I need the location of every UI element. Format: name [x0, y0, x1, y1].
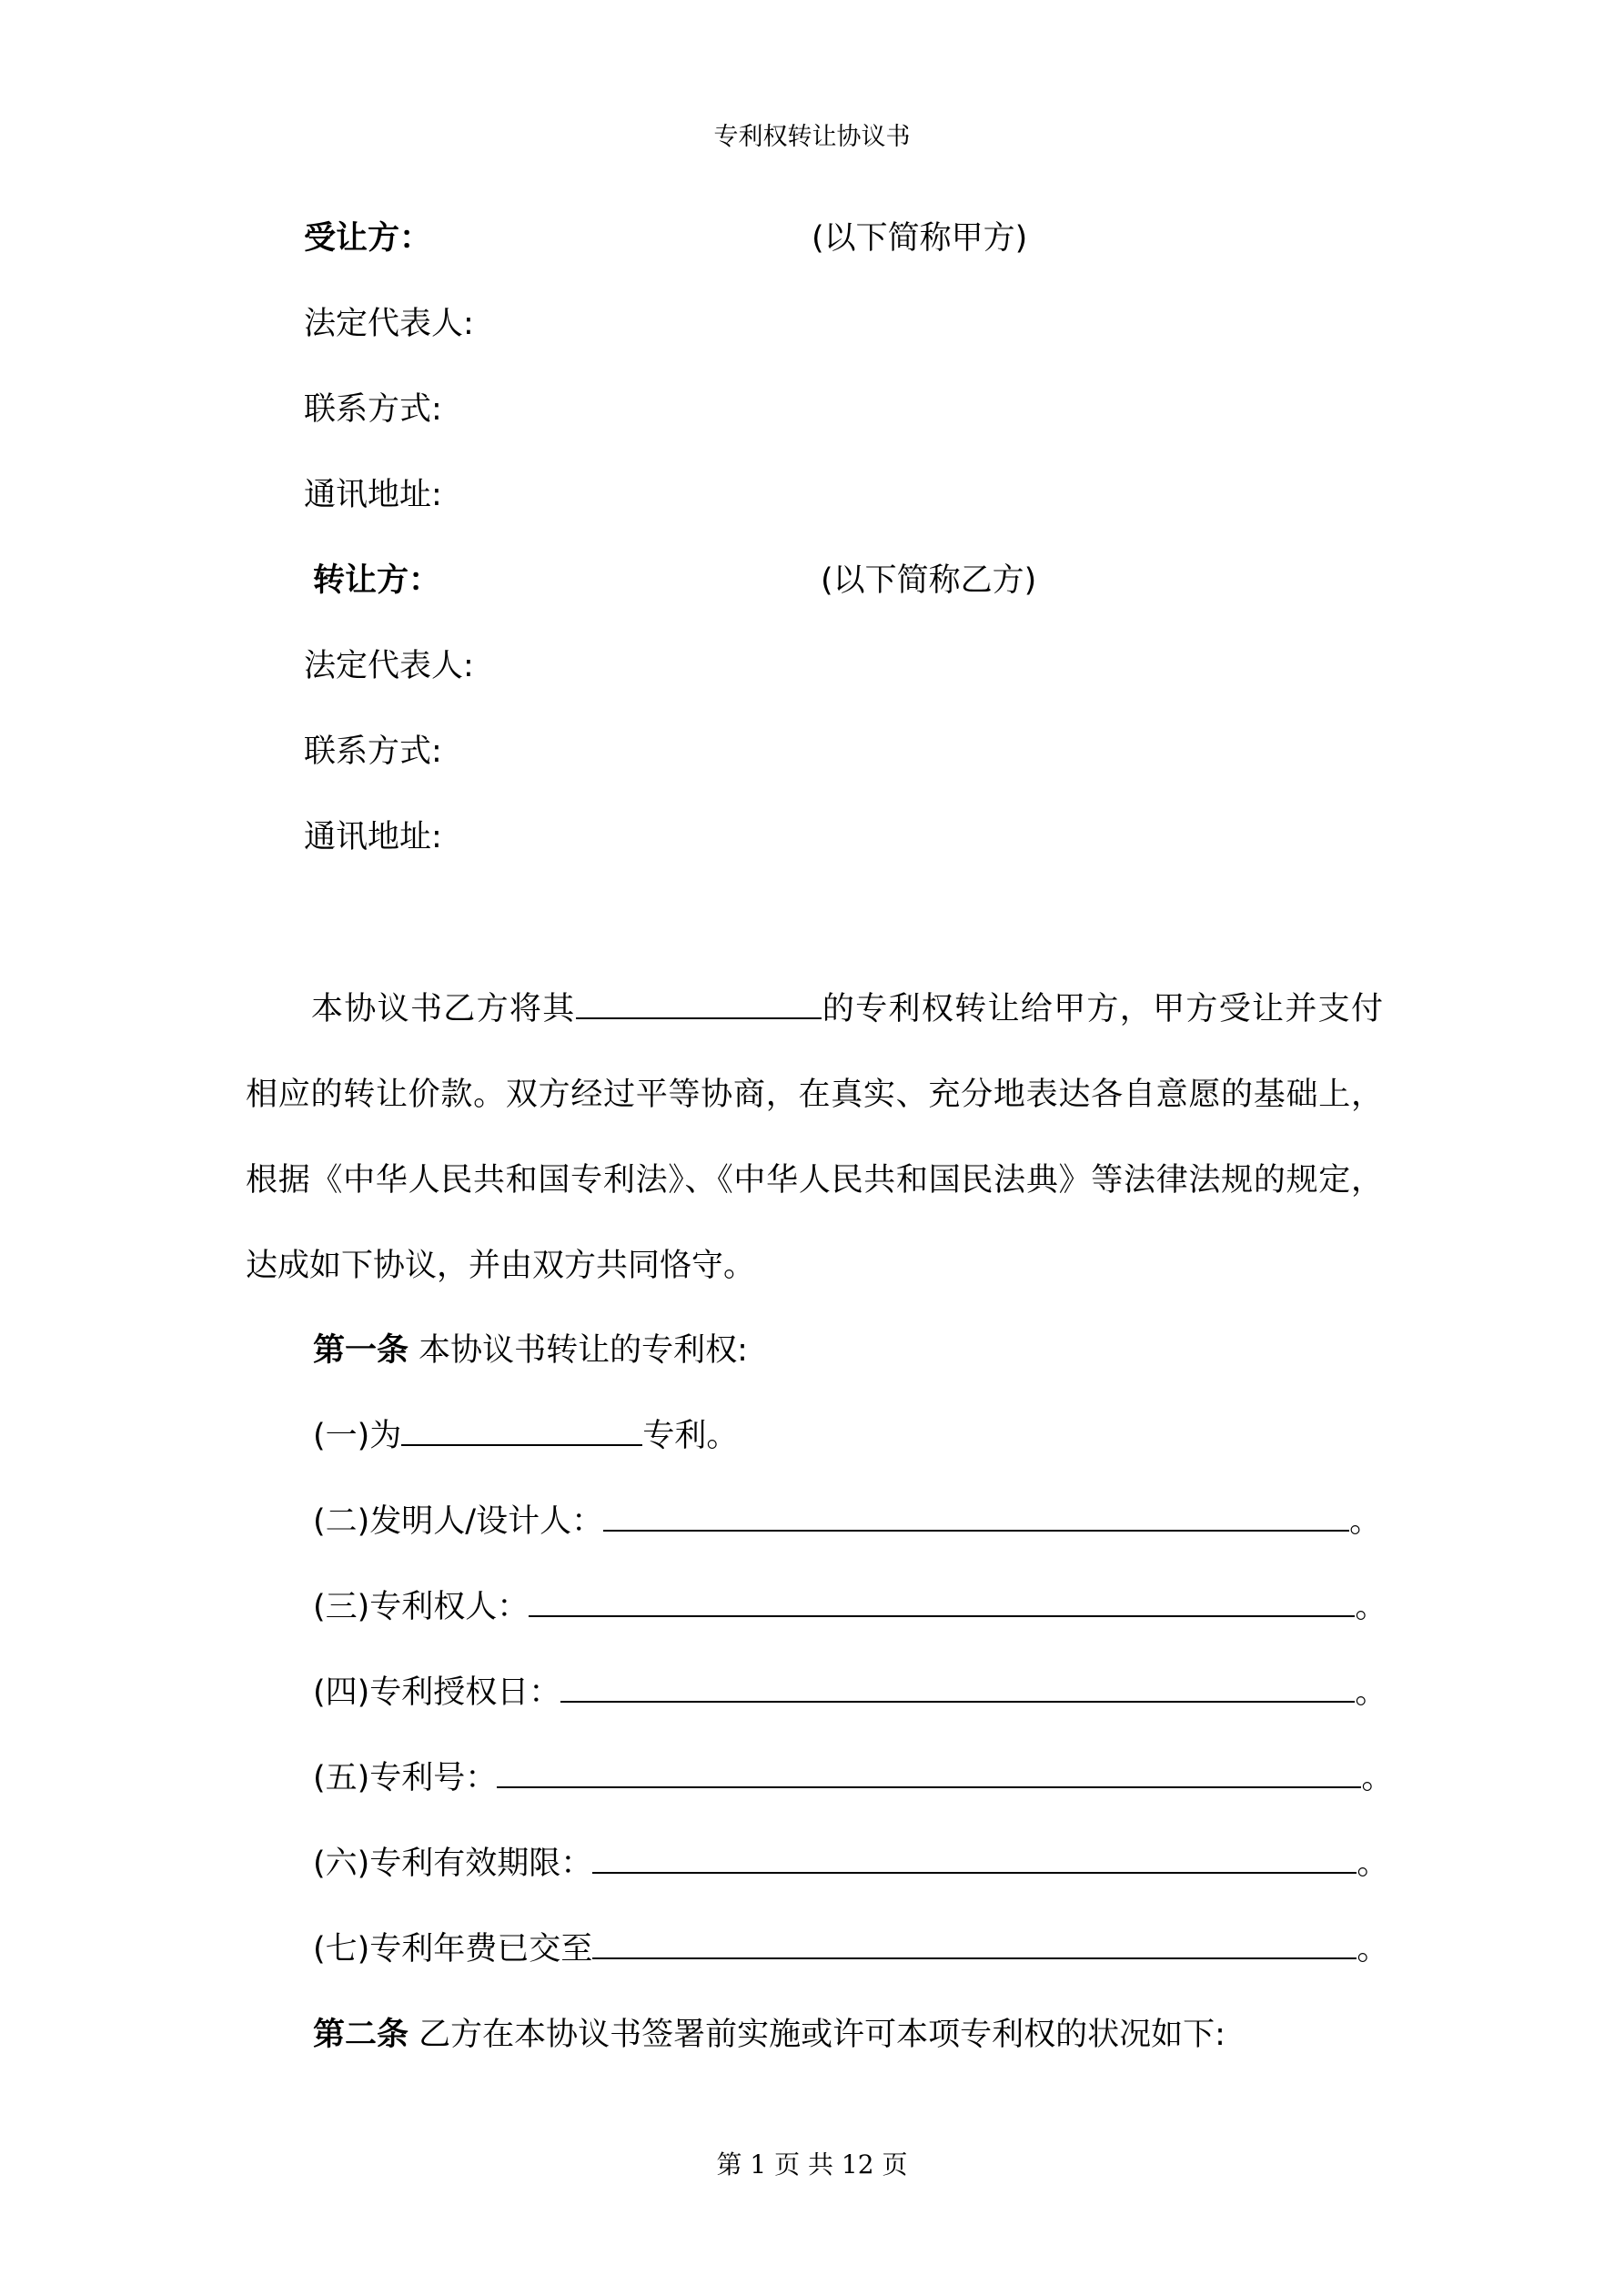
article-1-item-1 — [313, 1414, 738, 1458]
item-2-prefix: (二)发明人/设计人： — [313, 1503, 604, 1540]
article-1-label: 第一条 — [313, 1332, 409, 1369]
item-7-suffix: 。 — [1357, 1931, 1389, 1967]
page-footer: 第 1 页 共 12 页 — [716, 2149, 908, 2180]
patent-name-blank[interactable] — [576, 990, 822, 1019]
patent-type-blank[interactable] — [401, 1417, 642, 1446]
party-b-address-label: 通讯地址: — [304, 819, 442, 855]
item-4-suffix: 。 — [1355, 1674, 1387, 1711]
party-b-alias: (以下简称乙方) — [821, 562, 1037, 599]
article-1-text: 本协议书转让的专利权: — [419, 1332, 748, 1369]
item-6-suffix: 。 — [1357, 1846, 1389, 1882]
article-1-item-3 — [313, 1585, 1387, 1629]
grant-date-blank[interactable] — [560, 1674, 1355, 1703]
item-1-prefix: (一)为 — [313, 1418, 402, 1454]
annual-fee-blank[interactable] — [592, 1930, 1357, 1959]
page-header-title: 专利权转让协议书 — [713, 123, 911, 151]
party-b-role-label: 转让方： — [313, 562, 441, 599]
preamble-text-rest: 的专利权转让给甲方，甲方受让并支付相应的转让价款。双方经过平等协商，在真实、充分地表达各自意愿的基础上，根据《中华人民共和国专利法》、《中华人民共和国民法典》等法律法规的规定，达成如下协议，并由双方共同恪守。 — [246, 991, 1383, 1284]
item-4-prefix: (四)专利授权日： — [313, 1674, 561, 1711]
party-a-alias: (以下简称甲方) — [812, 220, 1028, 257]
inventor-blank[interactable] — [603, 1502, 1349, 1532]
article-1-item-4 — [313, 1671, 1387, 1714]
article-2-text: 乙方在本协议书签署前实施或许可本项专利权的状况如下: — [419, 2017, 1226, 2053]
party-b-contact-label: 联系方式: — [304, 733, 442, 770]
article-1-heading — [313, 1329, 748, 1372]
article-1-item-2 — [313, 1500, 1381, 1543]
item-3-suffix: 。 — [1355, 1589, 1387, 1625]
party-b-representative-label: 法定代表人: — [304, 648, 474, 684]
item-7-prefix: (七)专利年费已交至 — [313, 1931, 593, 1967]
party-a-role-label: 受让方： — [304, 220, 432, 257]
item-5-prefix: (五)专利号： — [313, 1760, 498, 1796]
preamble-paragraph — [246, 966, 1383, 1309]
party-a-representative-label: 法定代表人: — [304, 306, 474, 342]
article-1-item-5 — [313, 1756, 1393, 1800]
article-2-label: 第二条 — [313, 2017, 409, 2053]
item-6-prefix: (六)专利有效期限： — [313, 1846, 593, 1882]
patent-number-blank[interactable] — [497, 1759, 1361, 1788]
validity-period-blank[interactable] — [592, 1845, 1357, 1874]
article-2-heading — [313, 2013, 1226, 2057]
item-1-suffix: 专利。 — [642, 1418, 739, 1454]
article-1-item-7 — [313, 1927, 1388, 1971]
article-1-item-6 — [313, 1842, 1388, 1886]
item-2-suffix: 。 — [1349, 1503, 1382, 1540]
preamble-text-start: 本协议书乙方将其 — [311, 991, 576, 1027]
item-3-prefix: (三)专利权人： — [313, 1589, 530, 1625]
party-a-contact-label: 联系方式: — [304, 391, 442, 428]
patentee-blank[interactable] — [529, 1588, 1355, 1617]
item-5-suffix: 。 — [1361, 1760, 1394, 1796]
party-a-address-label: 通讯地址: — [304, 477, 442, 513]
